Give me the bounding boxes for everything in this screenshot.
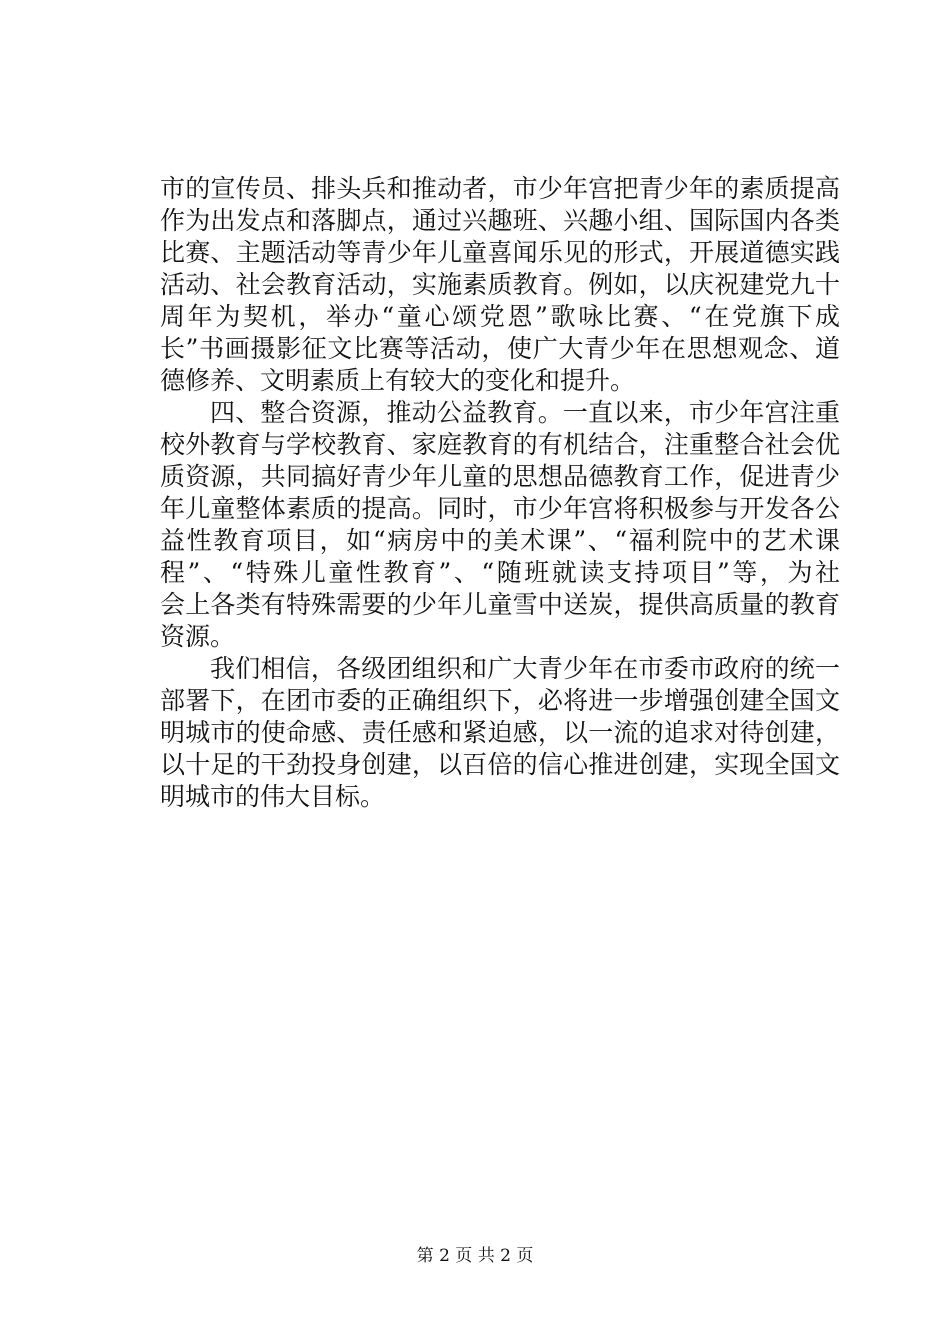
- text-line: 四、整合资源，推动公益教育。一直以来，市少年宫注重: [210, 398, 840, 427]
- text-line: 年儿童整体素质的提高。同时，市少年宫将积极参与开发各公: [160, 494, 840, 523]
- text-line: 周年为契机，举办“童心颂党恩”歌咏比赛、“在党旗下成: [160, 302, 840, 331]
- text-line: 我们相信，各级团组织和广大青少年在市委市政府的统一: [210, 654, 840, 683]
- document-body: [160, 173, 840, 813]
- text-line: 质资源，共同搞好青少年儿童的思想品德教育工作，促进青少: [160, 462, 840, 491]
- paragraph-2: [160, 397, 840, 653]
- text-line: 德修养、文明素质上有较大的变化和提升。: [160, 366, 636, 395]
- text-line: 资源。: [160, 622, 236, 651]
- text-line: 作为出发点和落脚点，通过兴趣班、兴趣小组、国际国内各类: [160, 206, 840, 235]
- text-line: 市的宣传员、排头兵和推动者，市少年宫把青少年的素质提高: [160, 174, 840, 203]
- page-footer: [0, 1245, 950, 1267]
- text-line: 校外教育与学校教育、家庭教育的有机结合，注重整合社会优: [160, 430, 840, 459]
- text-line: 明城市的伟大目标。: [160, 782, 386, 811]
- text-line: 程”、“特殊儿童性教育”、“随班就读支持项目”等，为社: [160, 558, 840, 587]
- text-line: 会上各类有特殊需要的少年儿童雪中送炭，提供高质量的教育: [160, 590, 840, 619]
- text-line: 长”书画摄影征文比赛等活动，使广大青少年在思想观念、道: [160, 334, 840, 363]
- paragraph-3: [160, 653, 840, 813]
- page-number: 第 2 页 共 2 页: [416, 1246, 534, 1266]
- text-line: 部署下，在团市委的正确组织下，必将进一步增强创建全国文: [160, 686, 840, 715]
- text-line: 比赛、主题活动等青少年儿童喜闻乐见的形式，开展道德实践: [160, 238, 840, 267]
- text-line: 益性教育项目，如“病房中的美术课”、“福利院中的艺术课: [160, 526, 840, 555]
- paragraph-1: [160, 173, 840, 397]
- text-line: 以十足的干劲投身创建，以百倍的信心推进创建，实现全国文: [160, 750, 840, 779]
- text-line: 活动、社会教育活动，实施素质教育。例如，以庆祝建党九十: [160, 270, 840, 299]
- text-line: 明城市的使命感、责任感和紧迫感，以一流的追求对待创建，: [160, 718, 840, 747]
